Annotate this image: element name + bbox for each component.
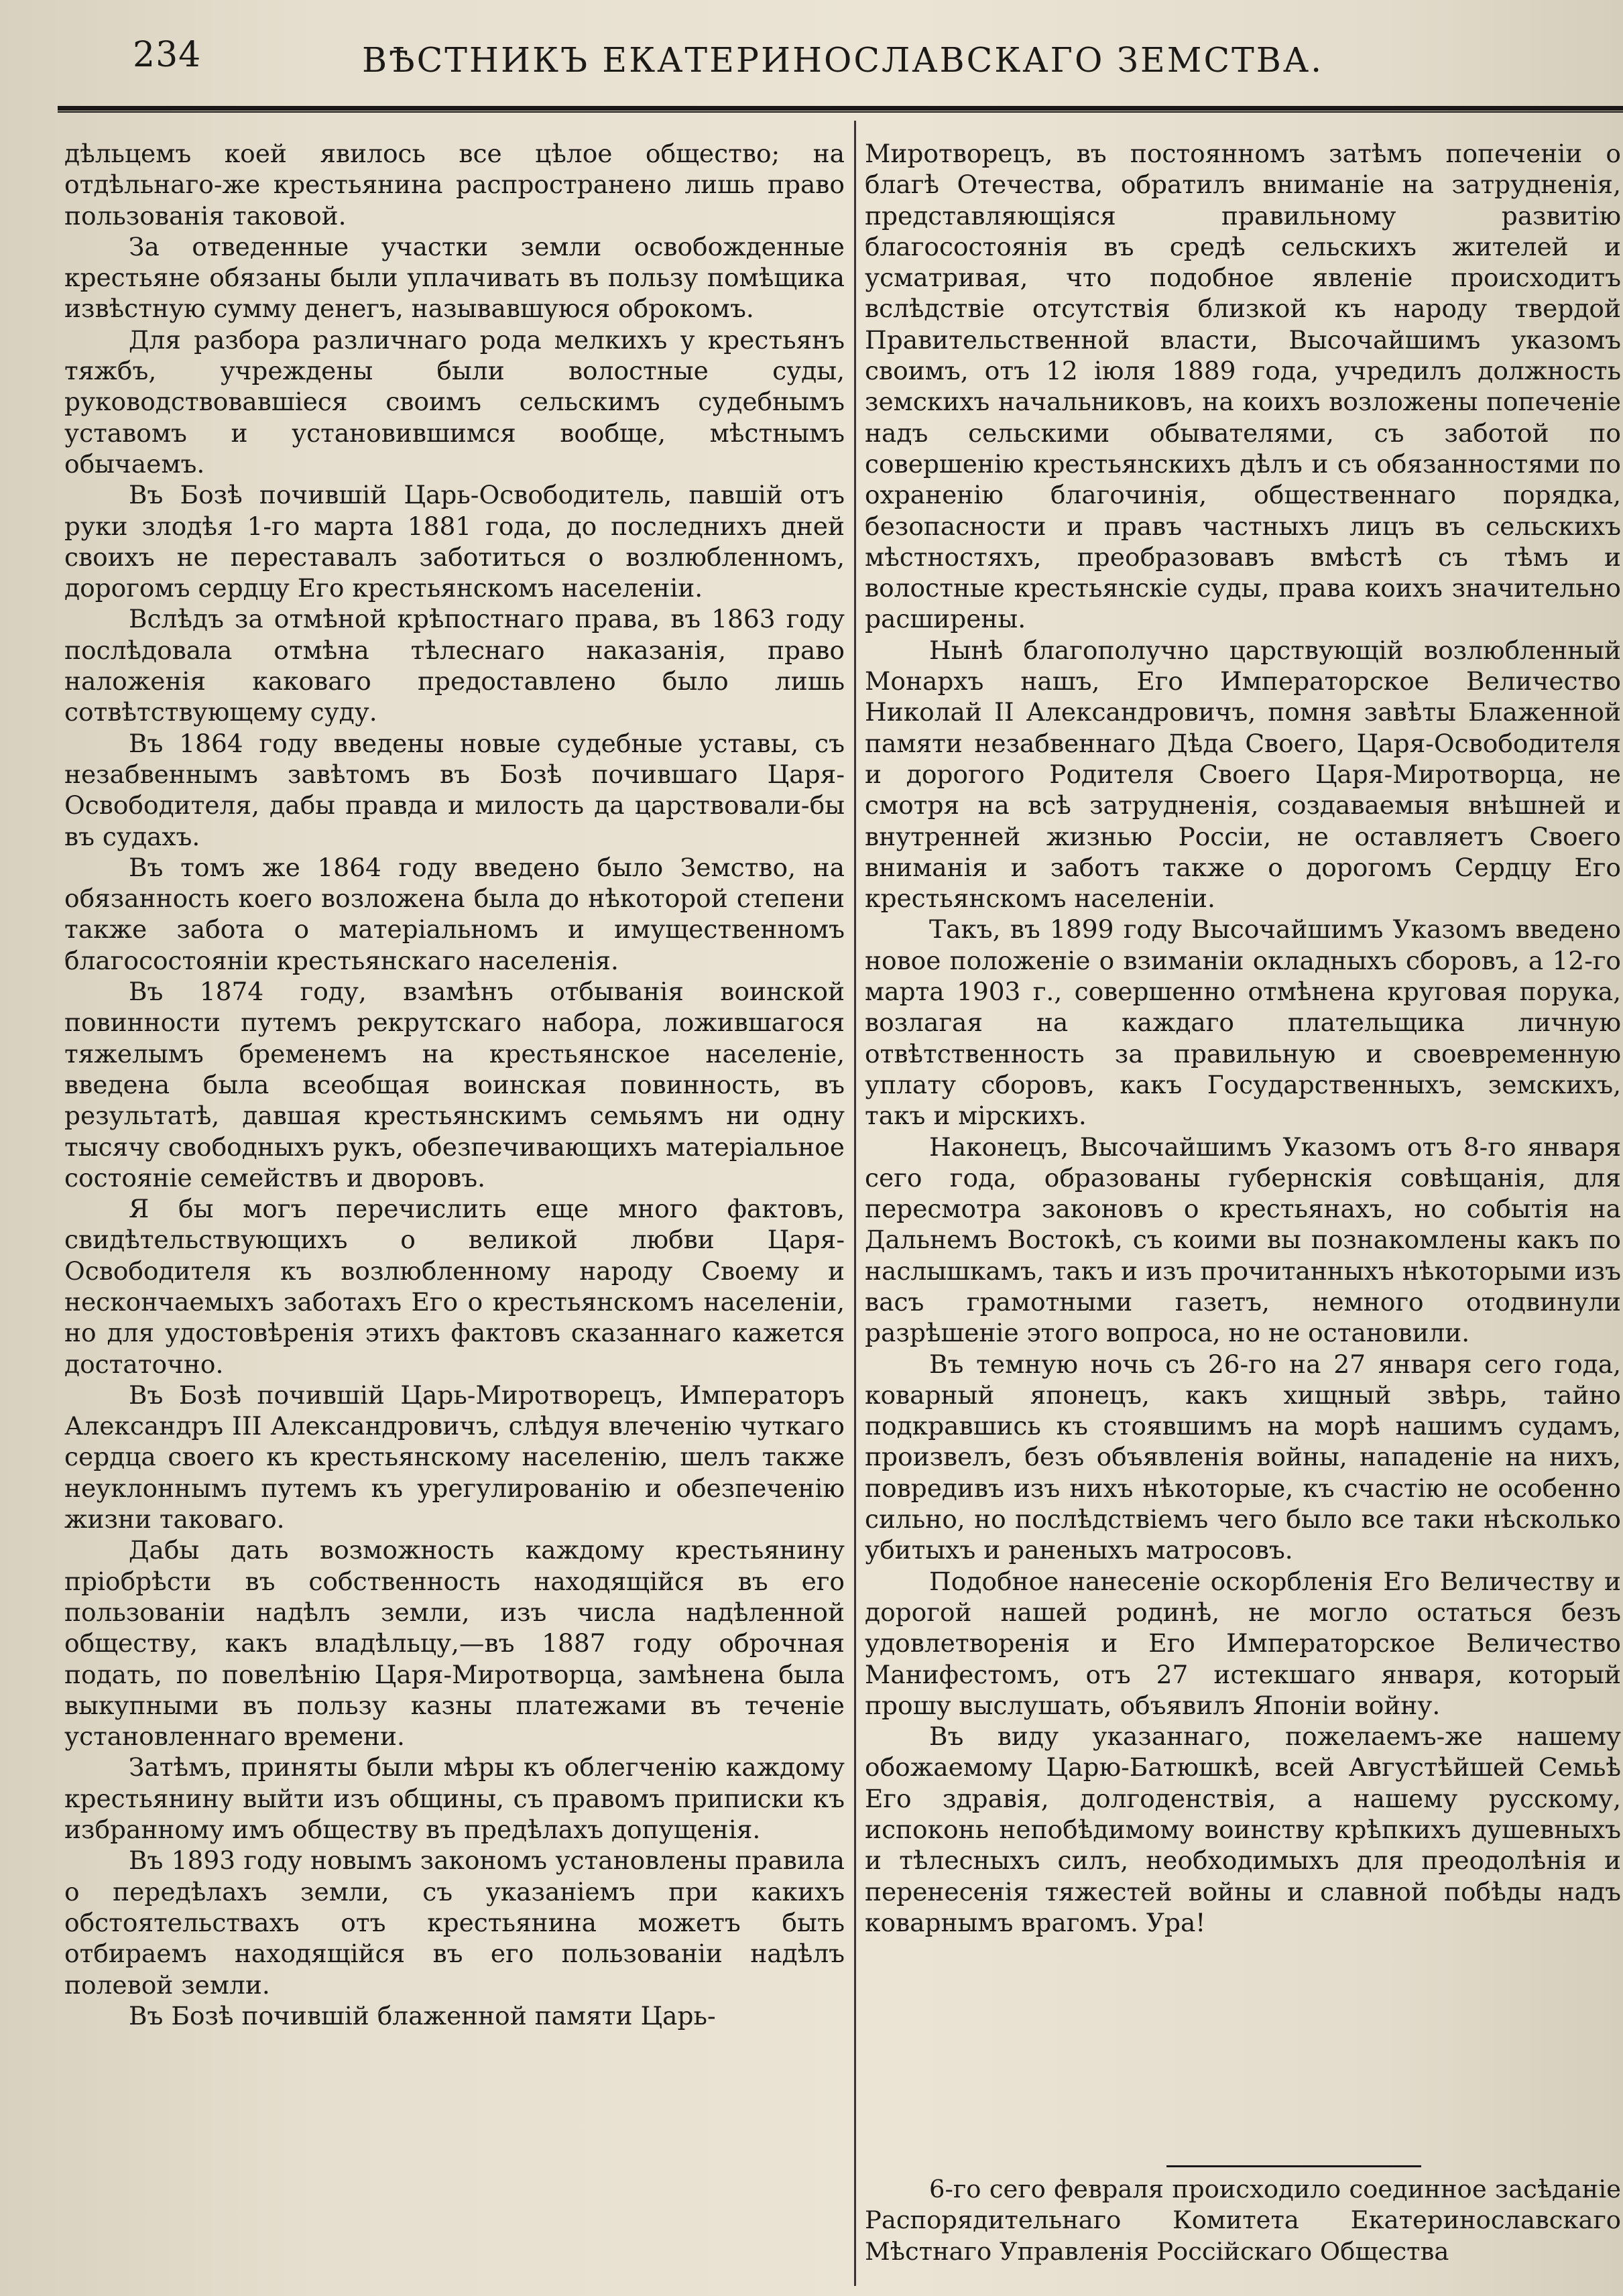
paragraph: Затѣмъ, приняты были мѣры къ облегченію каждому крестьянину выйти изъ общины, съ правомъ приписки къ избранному имъ обществу въ предѣлахъ допущенія. [64, 1752, 845, 1845]
paragraph: Въ Бозѣ почившiй Царь-Освободитель, павшiй отъ руки злодѣя 1-го марта 1881 года, до последнихъ дней своихъ не переставалъ заботиться о возлюбленномъ, дорогомъ сердцу Его крестьянскомъ населеніи. [64, 480, 845, 603]
left-column [64, 138, 845, 2031]
paragraph: За отведенные участки земли освобожденные крестьяне обязаны были уплачивать въ пользу помѣщика извѣстную сумму денегъ, называвшуюся оброкомъ. [64, 231, 845, 324]
news-note: 6-го сего февраля происходило соединное засѣданіе Распорядительнаго Комитета Екатеринославскаго Мѣстнаго Управленія Россійскаго Общества [865, 2175, 1621, 2266]
page-number: 234 [133, 35, 202, 75]
paragraph: Наконецъ, Высочайшимъ Указомъ отъ 8-го января сего года, образованы губернскія совѣщанія, для пересмотра законовъ о крестьянахъ, но событія на Дальнемъ Востокѣ, съ коими вы познакомлены какъ по наслышкамъ, такъ и изъ прочитанныхъ нѣкоторыми изъ васъ грамотными газетъ, немного отодвинули разрѣшеніе этого вопроса, но не остановили. [865, 1132, 1621, 1348]
section-separator [1166, 2165, 1421, 2167]
paragraph: Подобное нанесеніе оскорбленія Его Величеству и дорогой нашей родинѣ, не могло остаться безъ удовлетворенія и Его Императорское Величество Манифестомъ, отъ 27 истекшаго января, который прошу выслушать, объявилъ Японіи войну. [865, 1566, 1621, 1720]
paragraph: Въ виду указаннаго, пожелаемъ-же нашему обожаемому Царю-Батюшкѣ, всей Августѣйшей Семьѣ Его здравія, долгоденствія, а нашему русскому, испоконь непобѣдимому воинству крѣпкихъ душевныхъ и тѣлесныхъ силъ, необходимыхъ для преодолѣнія и перенесенія тяжестей войны и славной побѣды надъ коварнымъ врагомъ. Ура! [865, 1721, 1621, 1937]
paragraph: дѣльцемъ коей явилось все цѣлое общество; на отдѣльнаго-же крестьянина распространено лишь право пользованія таковой. [64, 139, 845, 231]
paragraph: Въ темную ночь съ 26-го на 27 января сего года, коварный японецъ, какъ хищный звѣрь, тайно подкравшись къ стоявшимъ на морѣ нашимъ судамъ, произвелъ, безъ объявленія войны, нападеніе на нихъ, повредивъ изъ нихъ нѣкоторые, къ счастію не особенно сильно, но послѣдствіемъ чего было все таки нѣсколько убитыхъ и раненыхъ матросовъ. [865, 1349, 1621, 1565]
paragraph: Для разбора различнаго рода мелкихъ у крестьянъ тяжбъ, учреждены были волостные суды, руководствовавшiеся своимъ сельскимъ судебнымъ уставомъ и установившимся вообще, мѣстнымъ обычаемъ. [64, 324, 845, 479]
paragraph: Въ Бозѣ почившiй блаженной памяти Царь- [129, 2000, 716, 2031]
right-column [865, 138, 1621, 1938]
paragraph: Такъ, въ 1899 году Высочайшимъ Указомъ введено новое положеніе о взиманіи окладныхъ сборовъ, а 12-го марта 1903 г., совершенно отмѣнена круговая порука, возлагая на каждаго плательщика личную отвѣтственность за правильную и своевременную уплату сборовъ, какъ Государственныхъ, земскихъ, такъ и мірскихъ. [865, 914, 1621, 1131]
journal-title: ВѢСТНИКЪ ЕКАТЕРИНОСЛАВСКАГО ЗЕМСТВА. [362, 40, 1324, 80]
paragraph: Вслѣдъ за отмѣной крѣпостнаго права, въ 1863 году послѣдовала отмѣна тѣлеснаго наказанія, право наложенія каковаго предоставлено было лишь сотвѣтствующему суду. [64, 604, 845, 727]
paragraph: Въ 1874 году, взамѣнъ отбыванія воинской повинности путемъ рекрутскаго набора, ложившагося тяжелымъ бременемъ на крестьянское населеніе, введена была всеобщая воинская повинность, въ результатѣ, давшая крестьянскимъ семьямъ ни одну тысячу свободныхъ рукъ, обезпечивающихъ матеріальное состояніе семействъ и дворовъ. [64, 977, 845, 1193]
header-rule [58, 106, 1623, 113]
paragraph: Нынѣ благополучно царствующiй возлюбленный Монархъ нашъ, Его Императорское Величество Николай II Александровичъ, помня завѣты Блаженной памяти незабвеннаго Дѣда Своего, Царя-Освободителя и дорогого Родителя Своего Царя-Миротворца, не смотря на всѣ затрудненія, создаваемыя внѣшней и внутренней жизнью Россіи, не оставляетъ Своего вниманія и заботъ также о дорогомъ Сердцу Его крестьянскомъ населеніи. [865, 635, 1621, 914]
column-divider [854, 121, 856, 2286]
paragraph: Въ Бозѣ почившiй Царь-Миротворецъ, Императоръ Александръ III Александровичъ, слѣдуя влеченію чуткаго сердца своего къ крестьянскому населенію, шелъ также неуклоннымъ путемъ къ урегулированію и обезпеченію жизни таковаго. [64, 1380, 845, 1534]
paragraph: Миротворецъ, въ постоянномъ затѣмъ попеченіи о благѣ Отечества, обратилъ вниманіе на затрудненія, представляющiяся правильному развитію благосостоянія въ средѣ сельскихъ жителей и усматривая, что подобное явленіе происходитъ вслѣдствіе отсутствія близкой къ народу твердой Правительственной власти, Высочайшимъ указомъ своимъ, отъ 12 іюля 1889 года, учредилъ должность земскихъ начальниковъ, на коихъ возложены попеченіе надъ сельскими обывателями, съ заботой по совершенію крестьянскихъ дѣлъ и съ обязанностями по охраненію благочинія, общественнаго порядка, безопасности и правъ частныхъ лицъ въ сельскихъ мѣстностяхъ, преобразовавъ вмѣстѣ съ тѣмъ и волостные крестьянскіе суды, права коихъ значительно расширены. [865, 139, 1621, 634]
paragraph: Дабы дать возможность каждому крестьянину пріобрѣсти въ собственность находящiйся въ его пользованіи надѣлъ земли, изъ числа надѣленной обществу, какъ владѣльцу,—въ 1887 году оброчная подать, по повелѣнію Царя-Миротворца, замѣнена была выкупными въ пользу казны платежами въ теченіе установленнаго времени. [64, 1535, 845, 1752]
paragraph: Въ томъ же 1864 году введено было Земство, на обязанность коего возложена была до нѣкоторой степени также забота о матеріальномъ и имущественномъ благосостояніи крестьянскаго населенія. [64, 852, 845, 975]
paragraph: Въ 1864 году введены новые судебные уставы, съ незабвеннымъ завѣтомъ въ Бозѣ почившаго Царя-Освободителя, дабы правда и милость да царствовали-бы въ судахъ. [64, 728, 845, 851]
paragraph: Я бы могъ перечислить еще много фактовъ, свидѣтельствующихъ о великой любви Царя-Освободителя къ возлюбленному народу Своему и нескончаемыхъ заботахъ Его о крестьянскомъ населеніи, но для удостовѣренія этихъ фактовъ сказаннаго кажется достаточно. [64, 1194, 845, 1379]
paragraph: Въ 1893 году новымъ закономъ установлены правила о передѣлахъ земли, съ указаніемъ при какихъ обстоятельствахъ отъ крестьянина можетъ быть отбираемъ находящiйся въ его пользованіи надѣлъ полевой земли. [64, 1846, 845, 2000]
